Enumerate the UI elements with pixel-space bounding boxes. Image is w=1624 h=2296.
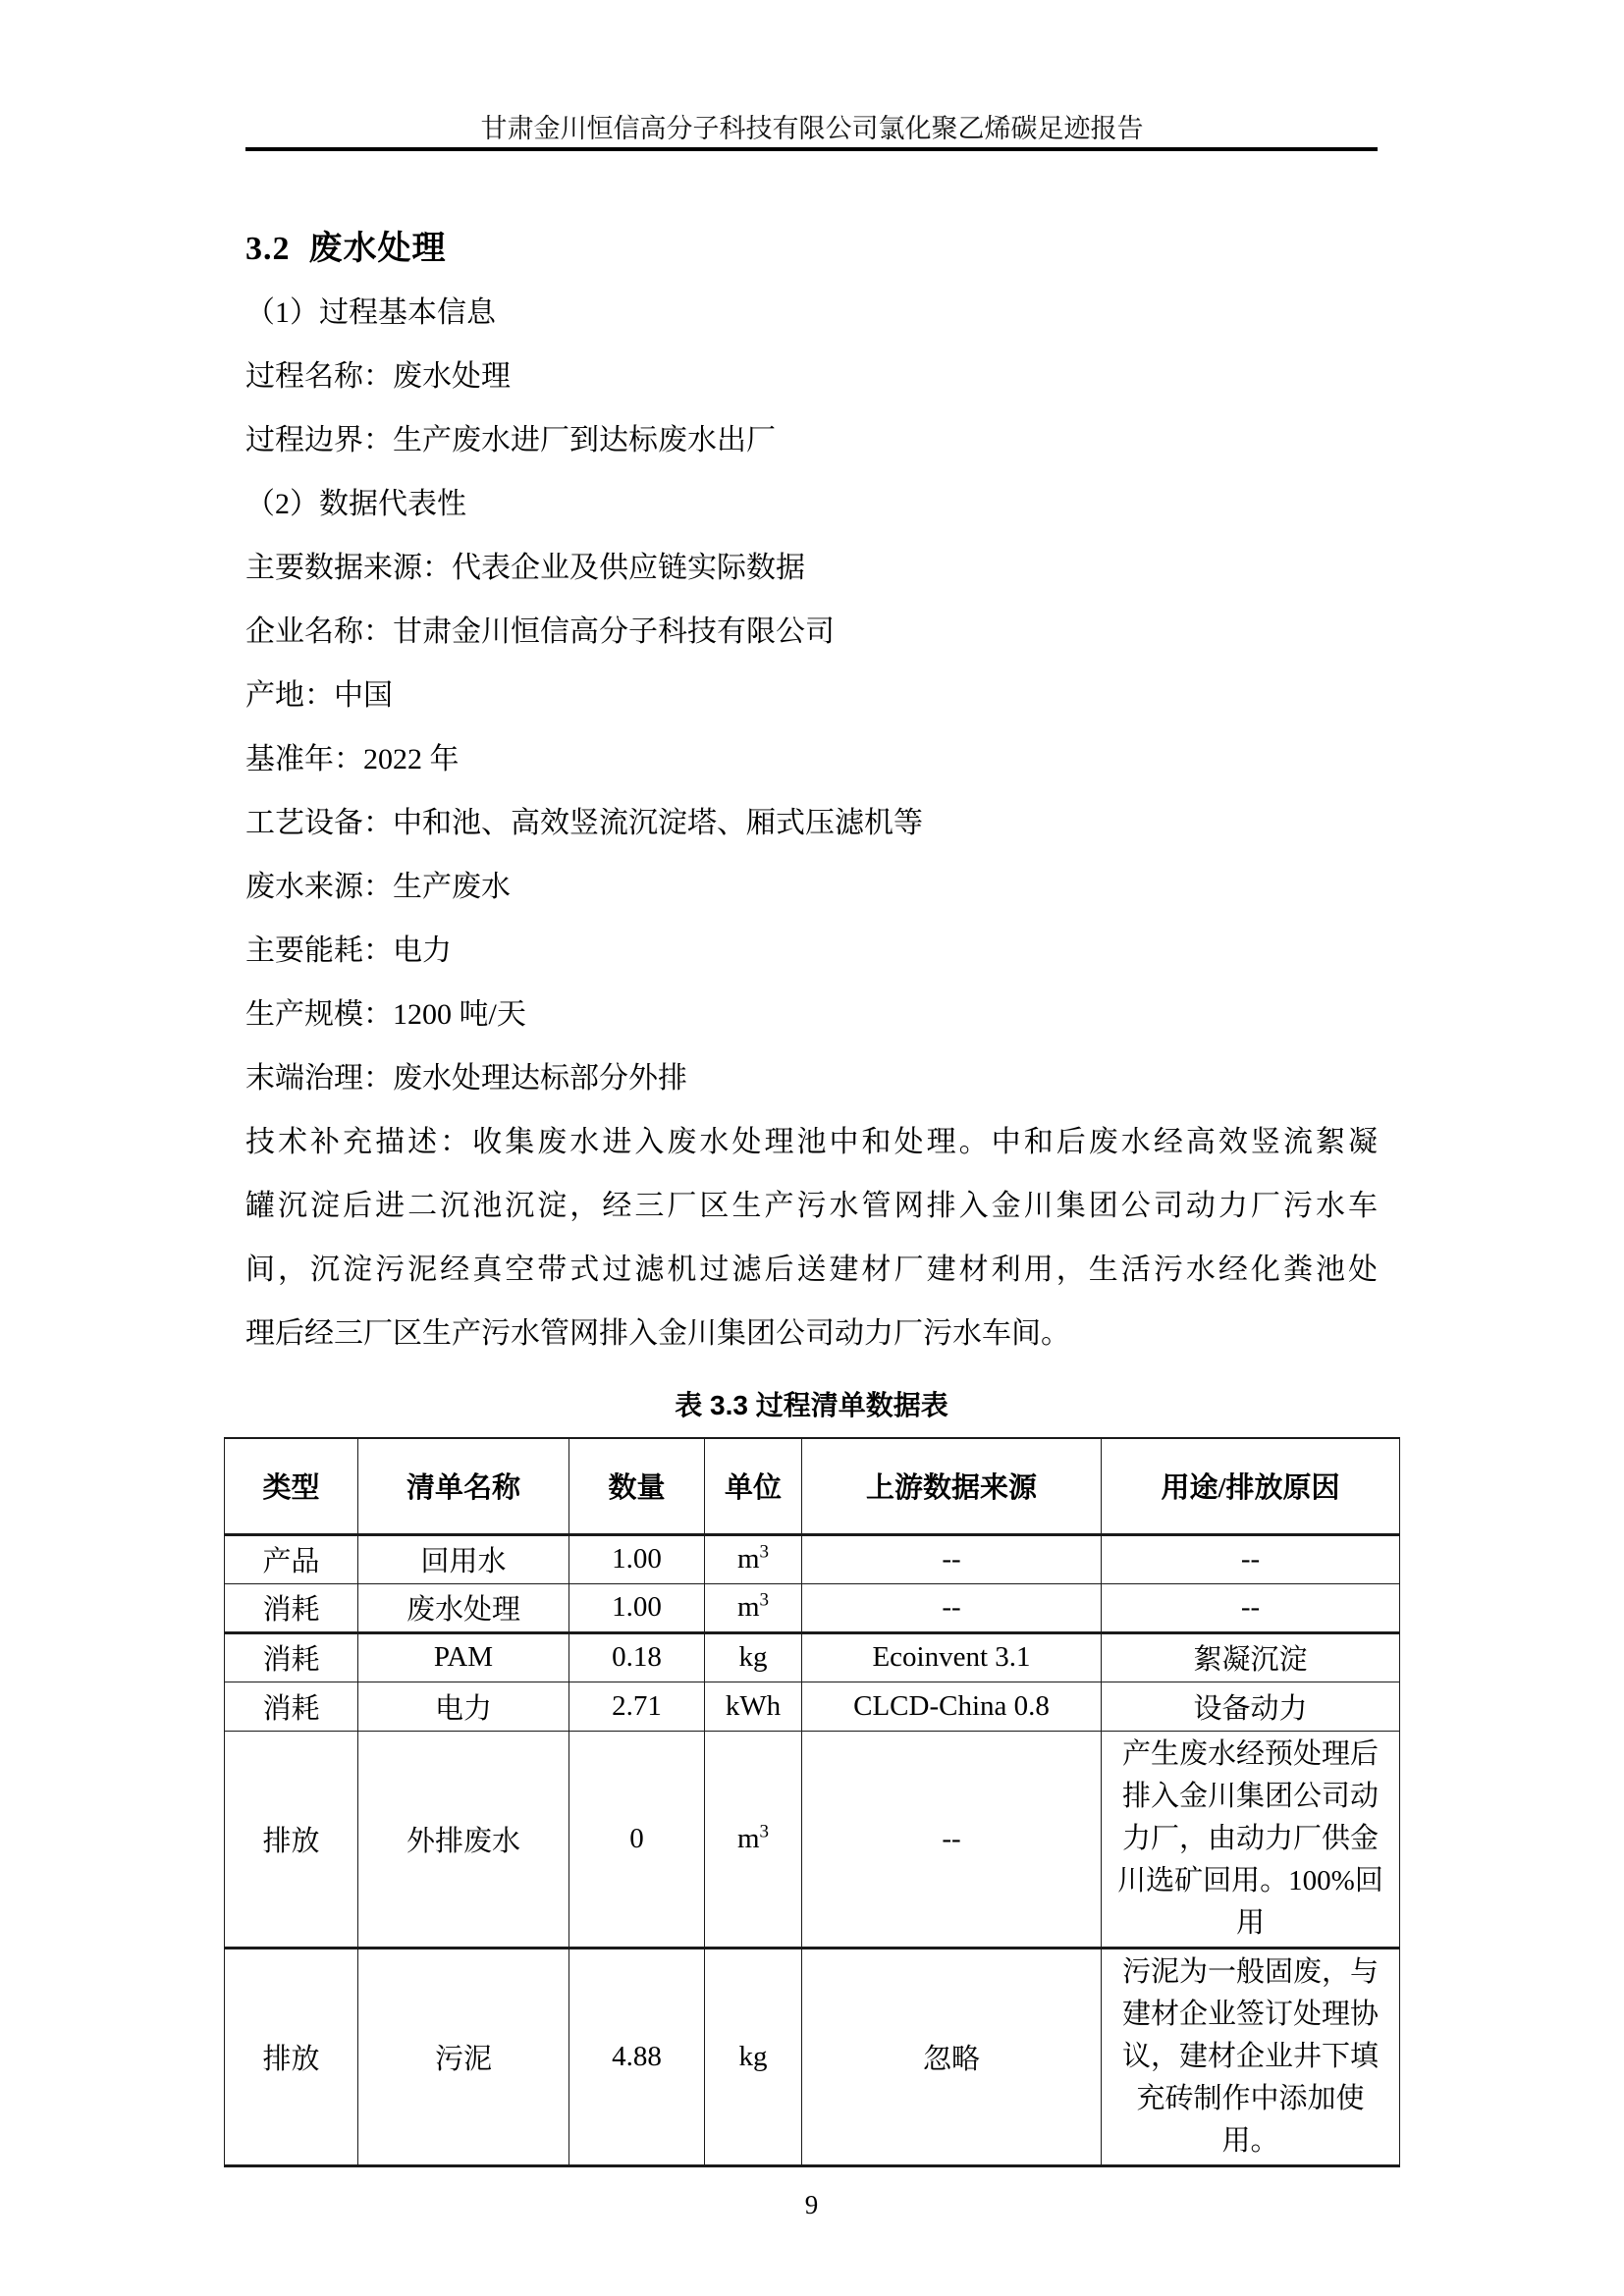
cell-source: 忽略 xyxy=(802,1948,1102,2165)
cell-qty: 0.18 xyxy=(569,1632,705,1682)
table-row xyxy=(225,1731,1400,1948)
section-heading xyxy=(245,217,1378,281)
column-header-name: 清单名称 xyxy=(358,1438,569,1534)
table-row xyxy=(225,1632,1400,1682)
table-row xyxy=(225,1534,1400,1583)
column-header-type: 类型 xyxy=(225,1438,358,1534)
paragraph-line: 末端治理：废水处理达标部分外排 xyxy=(245,1062,687,1095)
tech-description-line: 理后经三厂区生产污水管网排入金川集团公司动力厂污水车间。 xyxy=(245,1317,1070,1350)
unit-base: m xyxy=(736,1822,760,1854)
cell-purpose: 设备动力 xyxy=(1102,1682,1400,1731)
paragraph-line: 基准年：2022 年 xyxy=(245,743,460,775)
unit-exponent: 3 xyxy=(759,1589,770,1611)
table-caption: 表 3.3 过程清单数据表 xyxy=(675,1390,948,1420)
paragraph-line: 产地：中国 xyxy=(245,679,393,712)
cell-qty: 4.88 xyxy=(569,1948,705,2165)
cell-qty: 2.71 xyxy=(569,1682,705,1731)
unit-base: kg xyxy=(738,2040,768,2072)
paragraph-line: （1）过程基本信息 xyxy=(245,296,496,329)
cell-type: 消耗 xyxy=(225,1682,358,1731)
cell-unit xyxy=(705,1632,802,1682)
paragraph-line: 生产规模：1200 吨/天 xyxy=(245,998,526,1031)
cell-type: 排放 xyxy=(225,1731,358,1948)
cell-type: 产品 xyxy=(225,1534,358,1583)
cell-name: PAM xyxy=(358,1632,569,1682)
paragraph-line: 企业名称：甘肃金川恒信高分子科技有限公司 xyxy=(245,615,835,648)
column-header-qty: 数量 xyxy=(569,1438,705,1534)
cell-source: -- xyxy=(802,1534,1102,1583)
paragraph-line: 主要数据来源：代表企业及供应链实际数据 xyxy=(245,552,805,584)
cell-name: 电力 xyxy=(358,1682,569,1731)
cell-qty: 1.00 xyxy=(569,1583,705,1632)
page-number: 9 xyxy=(804,2189,819,2219)
cell-qty: 1.00 xyxy=(569,1534,705,1583)
cell-qty: 0 xyxy=(569,1731,705,1948)
cell-name: 污泥 xyxy=(358,1948,569,2165)
cell-source: CLCD-China 0.8 xyxy=(802,1682,1102,1731)
cell-unit xyxy=(705,1534,802,1583)
cell-name: 外排废水 xyxy=(358,1731,569,1948)
cell-type: 消耗 xyxy=(225,1583,358,1632)
paragraph-line: 过程名称：废水处理 xyxy=(245,360,511,393)
unit-base: kg xyxy=(738,1641,768,1673)
column-header-purpose: 用途/排放原因 xyxy=(1102,1438,1400,1534)
cell-unit xyxy=(705,1948,802,2165)
unit-base: m xyxy=(736,1591,760,1623)
cell-purpose: -- xyxy=(1102,1583,1400,1632)
table-row xyxy=(225,1583,1400,1632)
tech-description-line: 间，沉淀污泥经真空带式过滤机过滤后送建材厂建材利用，生活污水经化粪池处 xyxy=(245,1254,1378,1286)
cell-source: -- xyxy=(802,1583,1102,1632)
header-divider xyxy=(245,147,1378,151)
table-row xyxy=(225,1948,1400,2165)
cell-purpose: 污泥为一般固废，与建材企业签订处理协议，建材企业井下填充砖制作中添加使用。 xyxy=(1102,1948,1400,2165)
cell-purpose: 絮凝沉淀 xyxy=(1102,1632,1400,1682)
cell-unit xyxy=(705,1682,802,1731)
table-header-row xyxy=(225,1438,1400,1534)
process-inventory-table xyxy=(224,1437,1400,2167)
cell-purpose: 产生废水经预处理后排入金川集团公司动力厂，由动力厂供金川选矿回用。100%回用 xyxy=(1102,1731,1400,1948)
table-row xyxy=(225,1682,1400,1731)
cell-name: 回用水 xyxy=(358,1534,569,1583)
cell-purpose: -- xyxy=(1102,1534,1400,1583)
cell-unit xyxy=(705,1583,802,1632)
paragraph-line: 工艺设备：中和池、高效竖流沉淀塔、厢式压滤机等 xyxy=(245,807,923,839)
unit-base: kWh xyxy=(725,1689,782,1722)
cell-name: 废水处理 xyxy=(358,1583,569,1632)
paragraph-line: （2）数据代表性 xyxy=(245,488,466,520)
tech-description-line: 罐沉淀后进二沉池沉淀，经三厂区生产污水管网排入金川集团公司动力厂污水车 xyxy=(245,1190,1378,1222)
cell-source: -- xyxy=(802,1731,1102,1948)
cell-unit xyxy=(705,1731,802,1948)
paragraph-line: 废水来源：生产废水 xyxy=(245,871,511,903)
section-number: 3.2 xyxy=(245,231,291,267)
paragraph-line: 主要能耗：电力 xyxy=(245,934,452,967)
tech-description-line: 技术补充描述：收集废水进入废水处理池中和处理。中和后废水经高效竖流絮凝 xyxy=(245,1126,1378,1158)
section-title: 废水处理 xyxy=(308,231,447,267)
unit-base: m xyxy=(736,1543,760,1575)
unit-exponent: 3 xyxy=(759,1820,770,1842)
cell-type: 消耗 xyxy=(225,1632,358,1682)
report-header-title: 甘肃金川恒信高分子科技有限公司氯化聚乙烯碳足迹报告 xyxy=(480,114,1144,143)
column-header-unit: 单位 xyxy=(705,1438,802,1534)
paragraph-line: 过程边界：生产废水进厂到达标废水出厂 xyxy=(245,424,776,456)
column-header-source: 上游数据来源 xyxy=(802,1438,1102,1534)
page-content xyxy=(245,217,1383,2237)
cell-type: 排放 xyxy=(225,1948,358,2165)
cell-source: Ecoinvent 3.1 xyxy=(802,1632,1102,1682)
unit-exponent: 3 xyxy=(759,1541,770,1563)
